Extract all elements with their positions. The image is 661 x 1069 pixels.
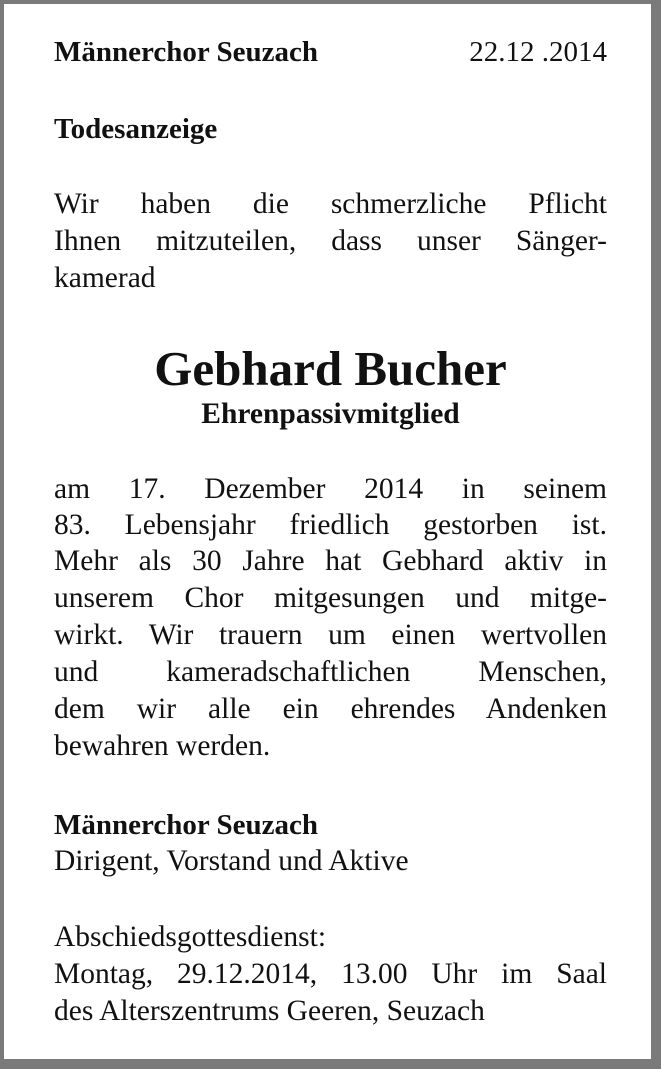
body-line-8: bewahren werden. bbox=[54, 730, 271, 762]
service-label: Abschiedsgottesdienst: bbox=[54, 921, 327, 953]
deceased-title: Ehrenpassivmitglied bbox=[201, 398, 460, 430]
intro-line-2: Ihnen mitzuteilen, dass unser Sänger- bbox=[54, 225, 607, 257]
body-line-3: Mehr als 30 Jahre hat Gebhard aktiv in bbox=[54, 545, 607, 577]
header-row bbox=[54, 34, 607, 70]
service-line-2: des Alterszentrums Geeren, Seuzach bbox=[54, 995, 485, 1027]
body-line-5: wirkt. Wir trauern um einen wertvollen bbox=[54, 619, 607, 651]
body-line-6: und kameradschaftlichen Menschen, bbox=[54, 656, 607, 688]
notice-type: Todesanzeige bbox=[54, 113, 218, 145]
signature-members: Dirigent, Vorstand und Aktive bbox=[54, 845, 409, 877]
service-line-1: Montag, 29.12.2014, 13.00 Uhr im Saal bbox=[54, 958, 607, 990]
body-line-7: dem wir alle ein ehrendes Andenken bbox=[54, 693, 607, 725]
intro-line-3: kamerad bbox=[54, 262, 156, 294]
body-line-4: unserem Chor mitgesungen und mitge- bbox=[54, 582, 607, 614]
deceased-name: Gebhard Bucher bbox=[154, 341, 507, 396]
signature-organization: Männerchor Seuzach bbox=[54, 809, 318, 841]
header-organization: Männerchor Seuzach bbox=[54, 36, 318, 68]
intro-line-1: Wir haben die schmerzliche Pflicht bbox=[54, 188, 607, 220]
header-date: 22.12 .2014 bbox=[469, 36, 607, 68]
body-line-1: am 17. Dezember 2014 in seinem bbox=[54, 473, 607, 505]
body-line-2: 83. Lebensjahr friedlich gestorben ist. bbox=[54, 509, 607, 541]
